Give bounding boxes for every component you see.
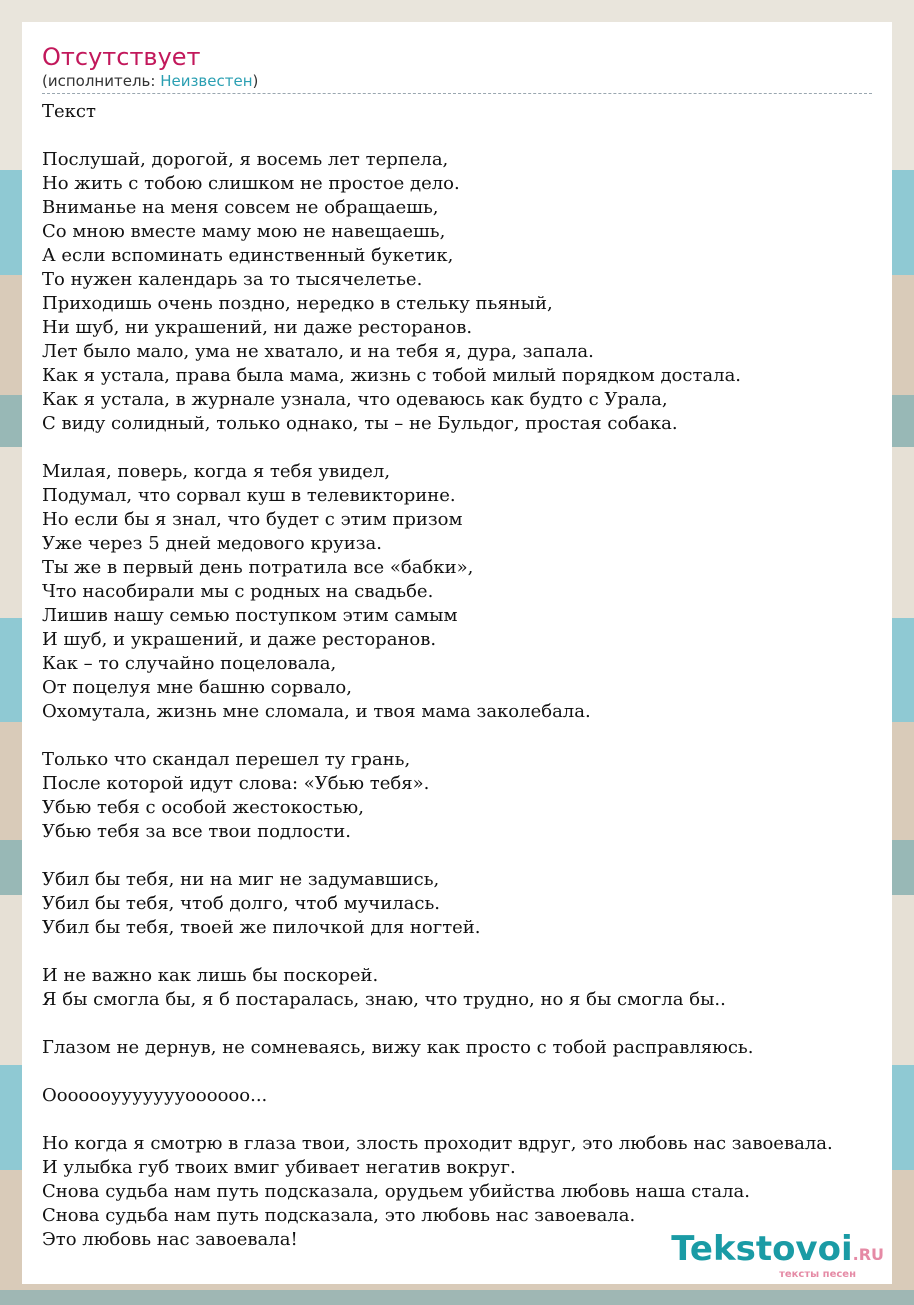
lyric-line: Уже через 5 дней медового круиза. — [42, 533, 382, 554]
lyric-line: И шуб, и украшений, и даже ресторанов. — [42, 629, 437, 650]
lyric-line: После которой идут слова: «Убью тебя». — [42, 773, 430, 794]
lyric-line: А если вспоминать единственный букетик, — [42, 245, 454, 266]
lyric-line: Ооооооуууууууоооооо... — [42, 1085, 268, 1106]
lyric-line: Как – то случайно поцеловала, — [42, 653, 337, 674]
artist-prefix: (исполнитель: — [42, 72, 161, 90]
lyric-line: То нужен календарь за то тысячелетье. — [42, 269, 423, 290]
lyric-line: Подумал, что сорвал куш в телевикторине. — [42, 485, 456, 506]
lyric-line: Как я устала, права была мама, жизнь с тобой милый порядком достала. — [42, 365, 742, 386]
artist-line — [42, 72, 872, 94]
artist-link[interactable]: Неизвестен — [160, 72, 253, 90]
lyric-line: Вниманье на меня совсем не обращаешь, — [42, 197, 439, 218]
lyric-line: Убью тебя за все твои подлости. — [42, 821, 352, 842]
stanza-gap — [42, 1108, 892, 1132]
stanza-gap — [42, 844, 892, 868]
lyric-line: Убил бы тебя, ни на миг не задумавшись, — [42, 869, 440, 890]
logo-name: Tekstovoi — [671, 1229, 853, 1269]
lyric-line: Ты же в первый день потратила все «бабки», — [42, 557, 474, 578]
stanza-gap — [42, 1012, 892, 1036]
lyric-line: От поцелуя мне башню сорвало, — [42, 677, 352, 698]
lyric-line: Как я устала, в журнале узнала, что одеваюсь как будто с Урала, — [42, 389, 668, 410]
song-title: Отсутствует — [42, 43, 201, 71]
lyric-line: Убил бы тебя, чтоб долго, чтоб мучилась. — [42, 893, 440, 914]
logo-tld: .RU — [852, 1245, 884, 1264]
lyric-line: Я бы смогла бы, я б постаралась, знаю, что трудно, но я бы смогла бы.. — [42, 989, 726, 1010]
stanza-gap — [42, 724, 892, 748]
lyric-line: Охомутала, жизнь мне сломала, и твоя мама заколебала. — [42, 701, 591, 722]
lyrics-sheet — [22, 22, 892, 1284]
stanza-gap — [42, 436, 892, 460]
lyrics-body — [42, 100, 892, 1252]
lyric-line: Послушай, дорогой, я восемь лет терпела, — [42, 149, 449, 170]
lyric-line: Что насобирали мы с родных на свадьбе. — [42, 581, 434, 602]
logo-wordmark — [671, 1229, 884, 1272]
lyric-line: Но если бы я знал, что будет с этим призом — [42, 509, 463, 530]
lyric-line: Но когда я смотрю в глаза твои, злость проходит вдруг, это любовь нас завоевала. — [42, 1133, 833, 1154]
stanza-gap — [42, 940, 892, 964]
lyric-line: Приходишь очень поздно, нередко в стельку пьяный, — [42, 293, 553, 314]
lyric-line: Убью тебя с особой жестокостью, — [42, 797, 364, 818]
logo-tagline: тексты песен — [779, 1269, 856, 1280]
lyric-line: Убил бы тебя, твоей же пилочкой для ногтей. — [42, 917, 481, 938]
lyric-line: Глазом не дернув, не сомневаясь, вижу как просто с тобой расправляюсь. — [42, 1037, 754, 1058]
lyric-line: И улыбка губ твоих вмиг убивает негатив вокруг. — [42, 1157, 516, 1178]
song-header — [42, 42, 872, 94]
lyric-line: Со мною вместе маму мою не навещаешь, — [42, 221, 446, 242]
lyric-line: Лет было мало, ума не хватало, и на тебя я, дура, запала. — [42, 341, 594, 362]
site-logo[interactable] — [671, 1229, 884, 1280]
lyric-line: Ни шуб, ни украшений, ни даже ресторанов. — [42, 317, 473, 338]
lyric-line: Милая, поверь, когда я тебя увидел, — [42, 461, 391, 482]
lyric-line: Но жить с тобою слишком не простое дело. — [42, 173, 460, 194]
lyric-line: Снова судьба нам путь подсказала, это любовь нас завоевала. — [42, 1205, 636, 1226]
lyric-line: Это любовь нас завоевала! — [42, 1229, 298, 1250]
artist-suffix: ) — [252, 72, 259, 90]
lyrics-heading: Текст — [42, 101, 96, 122]
lyric-line: С виду солидный, только однако, ты – не Бульдог, простая собака. — [42, 413, 678, 434]
stanza-gap — [42, 1060, 892, 1084]
stanza-gap — [42, 124, 892, 148]
lyric-line: И не важно как лишь бы поскорей. — [42, 965, 379, 986]
lyric-line: Только что скандал перешел ту грань, — [42, 749, 411, 770]
lyric-line: Лишив нашу семью поступком этим самым — [42, 605, 458, 626]
lyric-line: Снова судьба нам путь подсказала, орудьем убийства любовь наша стала. — [42, 1181, 750, 1202]
